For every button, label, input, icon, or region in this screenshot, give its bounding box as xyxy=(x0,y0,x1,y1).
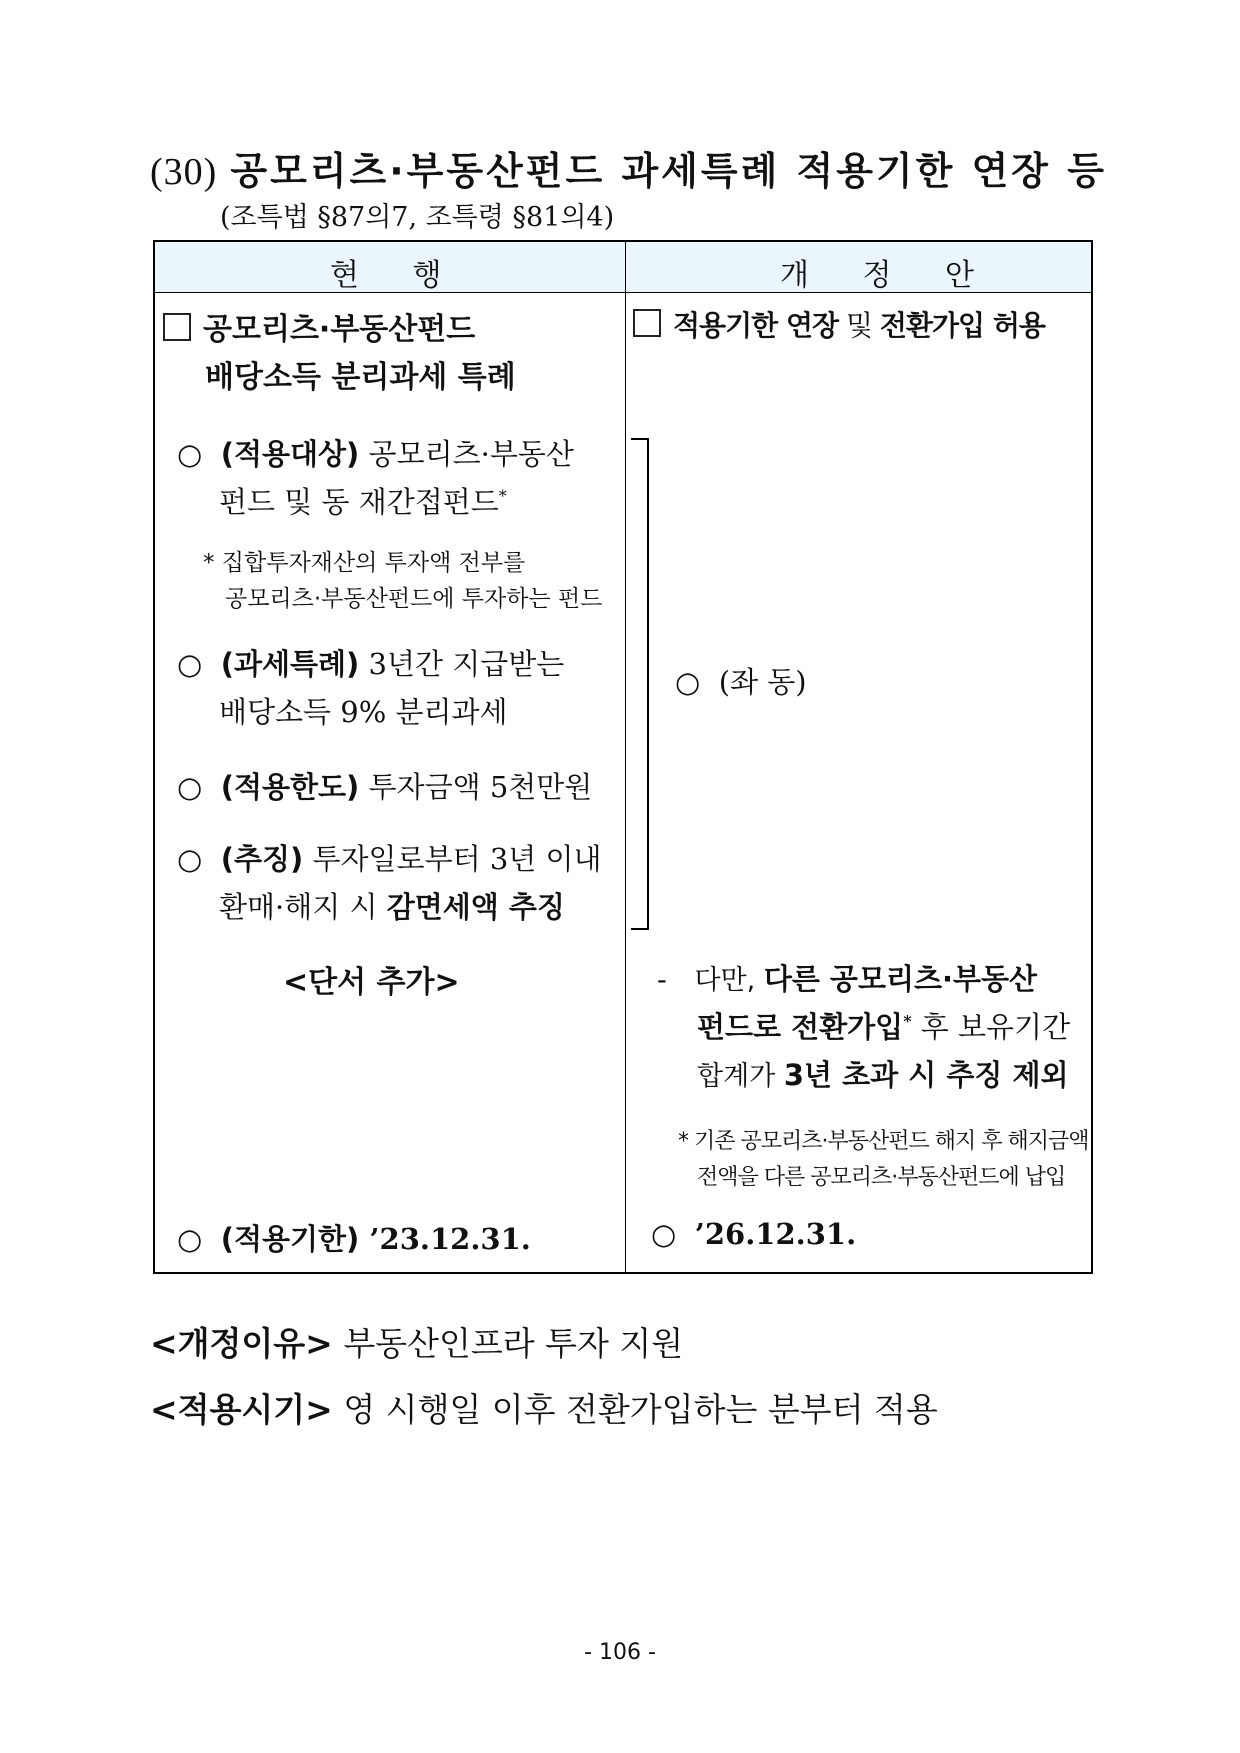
amendment-reason: <개정이유> 부동산인프라 투자 지원 xyxy=(150,1324,684,1363)
proviso-line1: - 다만, 다른 공모리츠·부동산 xyxy=(657,962,1038,996)
proposed-note-line2: 전액을 다른 공모리츠·부동산펀드에 납입 xyxy=(697,1165,1066,1190)
proposed-note-line1: * 기존 공모리츠·부동산펀드 해지 후 해지금액 xyxy=(678,1129,1089,1154)
current-heading: 공모리츠·부동산펀드 xyxy=(163,304,475,348)
title-text: 공모리츠·부동산펀드 과세특례 적용기한 연장 등 xyxy=(230,149,1107,193)
target-item: ○ (적용대상) 공모리츠·부동산 xyxy=(177,437,574,471)
page-number: - 106 - xyxy=(584,1640,656,1665)
effective-date: <적용시기> 영 시행일 이후 전환가입하는 분부터 적용 xyxy=(150,1390,938,1429)
document-title xyxy=(150,140,1107,195)
limit-item: ○ (적용한도) 투자금액 5천만원 xyxy=(177,770,593,804)
special-item-line2: 배당소득 9% 분리과세 xyxy=(219,695,508,729)
target-item-line2: 펀드 및 동 재간접펀드* xyxy=(219,485,507,519)
legal-reference: (조특법 §87의7, 조특령 §81의4) xyxy=(220,202,615,233)
current-deadline: ○ (적용기한) ’23.12.31. xyxy=(177,1222,531,1256)
target-note-line2: 공모리츠·부동산펀드에 투자하는 펀드 xyxy=(225,586,603,612)
circle-bullet-icon: ○ xyxy=(177,437,203,471)
current-heading-line2: 배당소득 분리과세 특례 xyxy=(205,360,516,395)
comparison-table xyxy=(153,240,1093,1274)
circle-bullet-icon: ○ xyxy=(675,665,701,699)
proposed-heading: 적용기한 연장 및 전환가입 허용 xyxy=(633,304,1045,344)
header-current: 현 행 xyxy=(330,258,464,293)
header-proposed: 개 정 안 xyxy=(780,258,997,293)
proposed-deadline: ○ ’26.12.31. xyxy=(651,1217,857,1251)
target-note-line1: * 집합투자재산의 투자액 전부를 xyxy=(203,550,526,576)
circle-bullet-icon: ○ xyxy=(177,770,203,804)
circle-bullet-icon: ○ xyxy=(177,647,203,681)
checkbox-square-icon xyxy=(163,313,191,341)
proviso-line3: 합계가 3년 초과 시 추징 제외 xyxy=(697,1058,1069,1092)
circle-bullet-icon: ○ xyxy=(651,1217,677,1251)
circle-bullet-icon: ○ xyxy=(177,1222,203,1256)
special-item: ○ (과세특례) 3년간 지급받는 xyxy=(177,647,565,681)
circle-bullet-icon: ○ xyxy=(177,842,203,876)
recapture-item: ○ (추징) 투자일로부터 3년 이내 xyxy=(177,842,602,876)
title-number: (30) xyxy=(150,151,218,193)
proviso-line2: 펀드로 전환가입* 후 보유기간 xyxy=(697,1010,1071,1044)
same-as-left-bracket xyxy=(631,438,649,930)
recapture-item-line2: 환매·해지 시 감면세액 추징 xyxy=(219,890,565,924)
same-as-left: ○ (좌 동) xyxy=(675,665,807,699)
column-divider xyxy=(625,242,626,1272)
proviso-added: <단서 추가> xyxy=(283,965,460,1000)
checkbox-square-icon xyxy=(633,309,661,337)
